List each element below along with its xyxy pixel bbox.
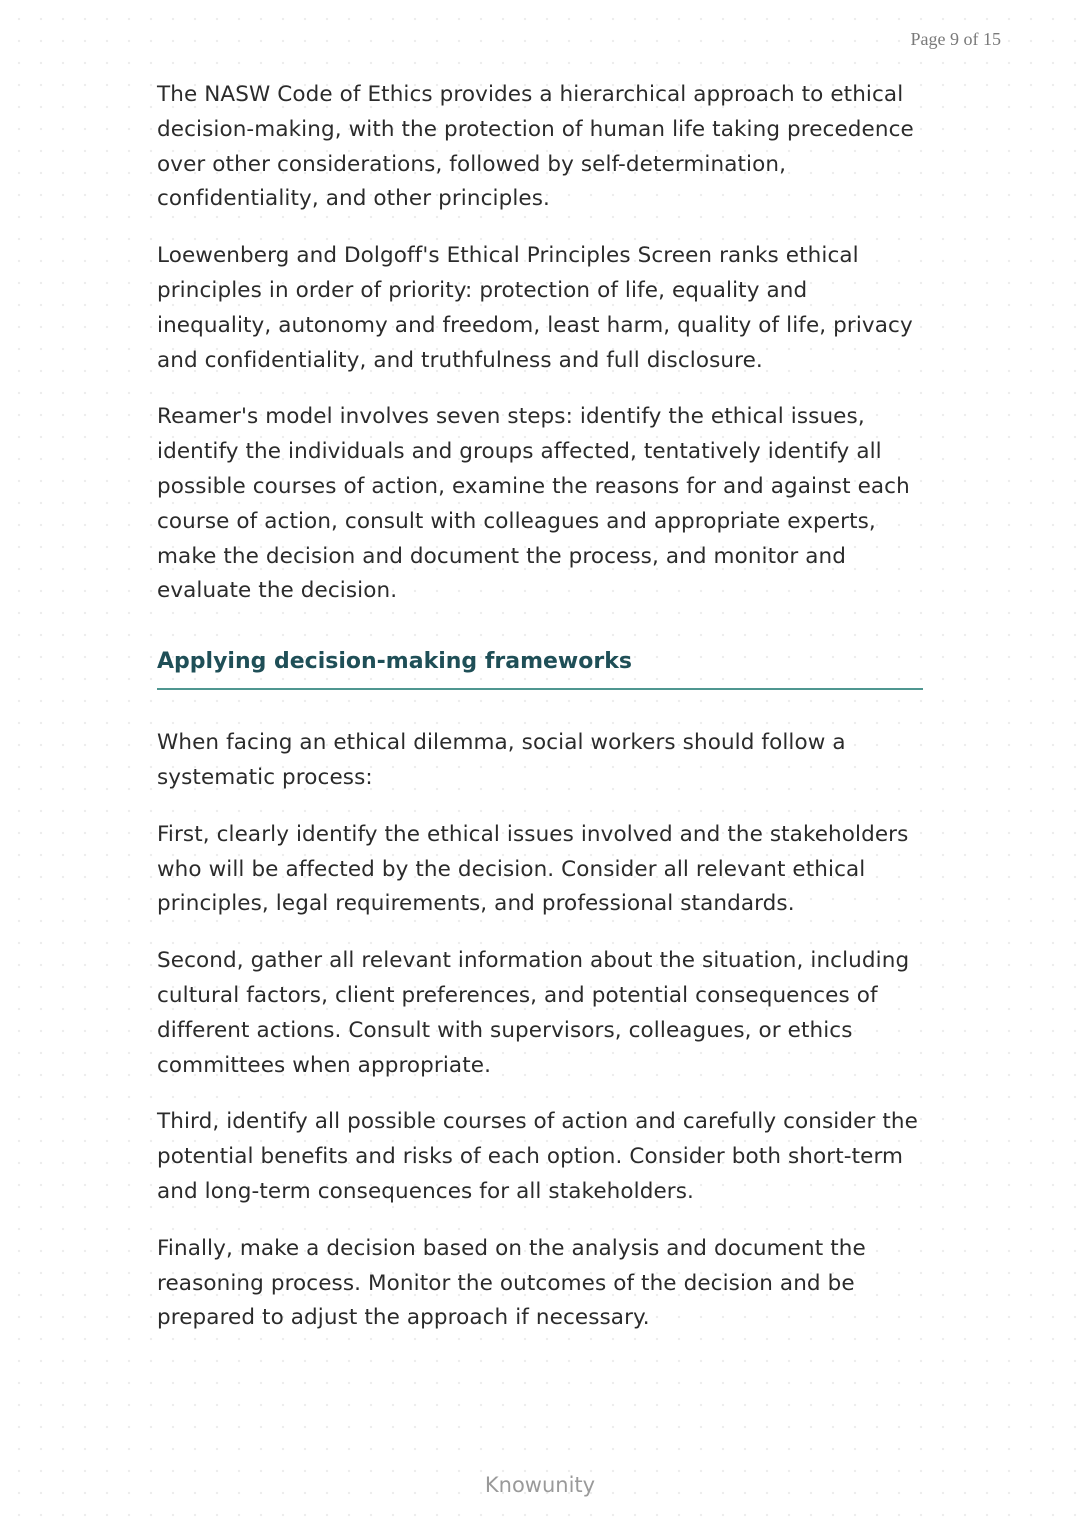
paragraph-ethical-principles-screen: Loewenberg and Dolgoff's Ethical Principles Screen ranks ethical principles in order of priority: protection of life, equality and inequality, autonomy and freedom, least harm, quality of life, privacy and confidentiality, and truthfulness and full disclosure. [157, 243, 913, 373]
paragraph-step-first: First, clearly identify the ethical issues involved and the stakeholders who will be affected by the decision. Consider all relevant ethical principles, legal requirements, and professional standards. [157, 821, 909, 917]
page-number: Page 9 of 15 [910, 29, 1001, 49]
paragraph-step-third: Third, identify all possible courses of action and carefully consider the potential benefits and risks of each option. Consider both short-term and long-term consequences for all stakeholders. [157, 1109, 918, 1204]
section-heading: Applying decision-making frameworks [157, 649, 923, 690]
document-body [157, 78, 927, 1358]
paragraph-step-final: Finally, make a decision based on the analysis and document the reasoning process. Monitor the outcomes of the decision and be prepared to adjust the approach if necessary. [157, 1235, 866, 1331]
footer-brand: Knowunity [484, 1473, 596, 1497]
paragraph-reamer-model: Reamer's model involves seven steps: identify the ethical issues, identify the individuals and groups affected, tentatively identify all possible courses of action, examine the reasons for and against each course of action, consult with colleagues and appropriate experts, make the decision and document the process, and monitor and evaluate the decision. [157, 404, 910, 604]
paragraph-intro: When facing an ethical dilemma, social workers should follow a systematic process: [157, 730, 846, 790]
paragraph-nasw-code: The NASW Code of Ethics provides a hierarchical approach to ethical decision-making, with the protection of human life taking precedence over other considerations, followed by self-determination, confidentiality, and other principles. [157, 82, 914, 212]
paragraph-step-second: Second, gather all relevant information about the situation, including cultural factors, client preferences, and potential consequences of different actions. Consult with supervisors, colleagues, or ethics committees when appropriate. [157, 948, 910, 1078]
